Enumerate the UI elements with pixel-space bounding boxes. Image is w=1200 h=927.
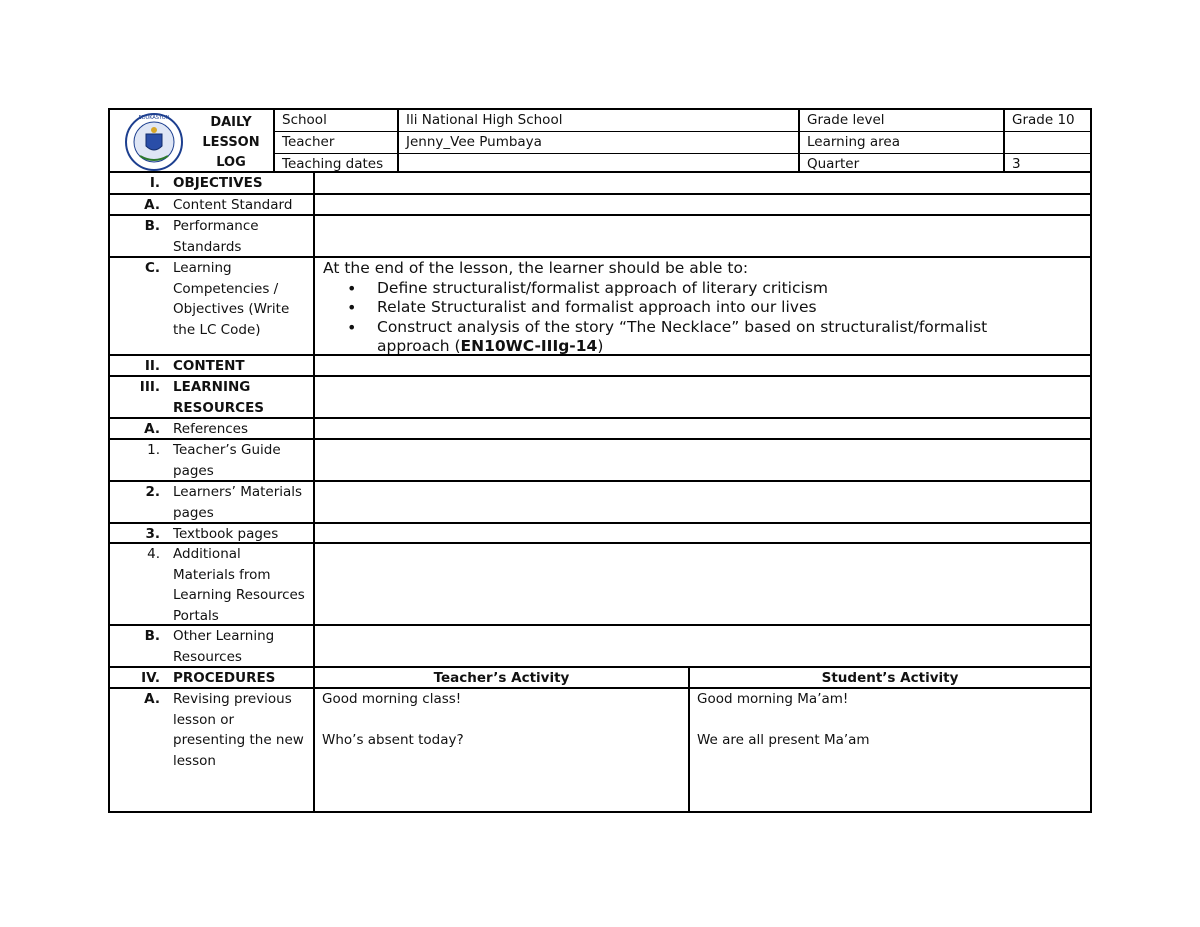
- title-line: LOG: [216, 155, 246, 170]
- row-performance-standards: [108, 216, 1092, 258]
- row-label: Performance Standards: [173, 218, 259, 255]
- header-row-dates: [274, 154, 1090, 175]
- row-number: A.: [144, 691, 160, 707]
- header-block: [108, 108, 1092, 173]
- header-row-teacher: [274, 132, 1090, 154]
- row-label: Learning Competencies / Objectives (Write the LC Code): [173, 260, 290, 338]
- row-label: Textbook pages: [173, 526, 279, 542]
- row-number: B.: [144, 218, 160, 234]
- row-label: Learners’ Materials pages: [173, 484, 303, 521]
- row-content-standard: [108, 195, 1092, 216]
- school-value: Ili National High School: [406, 112, 563, 128]
- row-learners-materials: [108, 482, 1092, 524]
- row-number: II.: [144, 358, 160, 374]
- competencies-list: [323, 279, 1082, 338]
- row-objectives: [108, 173, 1092, 195]
- row-references: [108, 419, 1092, 440]
- row-number: 4.: [147, 546, 160, 562]
- row-label: PROCEDURES: [173, 670, 276, 686]
- row-label: CONTENT: [173, 358, 245, 374]
- lc-code: EN10WC-IIIg-14: [460, 337, 598, 355]
- deped-seal: [118, 112, 190, 172]
- teacher-activity: [322, 689, 464, 751]
- svg-text:EDUKASYON: EDUKASYON: [138, 115, 170, 121]
- teacher-value: Jenny_Vee Pumbaya: [406, 134, 542, 150]
- row-number: 2.: [145, 484, 160, 500]
- competency-continuation: approach (EN10WC-IIIg-14): [377, 337, 604, 355]
- row-number: 1.: [147, 442, 160, 458]
- learning-area-value: [1004, 132, 1092, 153]
- row-label: References: [173, 421, 249, 437]
- student-line: We are all present Ma’am: [697, 732, 870, 748]
- competencies-intro: At the end of the lesson, the learner should be able to:: [323, 259, 749, 277]
- dll-title: [190, 113, 272, 173]
- row-number: I.: [149, 175, 160, 191]
- row-number: A.: [144, 197, 160, 213]
- row-label: Revising previous lesson or presenting the new lesson: [173, 691, 304, 769]
- grade-level-value: Grade 10: [1012, 112, 1075, 128]
- competency-item: • Relate Structuralist and formalist approach into our lives: [377, 298, 1082, 318]
- teacher-activity-heading: Teacher’s Activity: [433, 670, 570, 686]
- row-label: Other Learning Resources: [173, 628, 275, 665]
- quarter-value: 3: [1012, 156, 1021, 172]
- teacher-line: Who’s absent today?: [322, 732, 464, 748]
- row-number: III.: [139, 379, 160, 395]
- competency-item: • Define structuralist/formalist approach of literary criticism: [377, 279, 1082, 299]
- teaching-dates-label: Teaching dates: [282, 156, 384, 172]
- row-label: Content Standard: [173, 197, 293, 213]
- quarter-label: Quarter: [807, 156, 860, 172]
- row-learning-competencies: [108, 258, 1092, 356]
- row-procedures: [108, 668, 1092, 689]
- header-row-school: [274, 110, 1090, 132]
- row-label: OBJECTIVES: [173, 175, 263, 191]
- competencies-content: [323, 259, 1082, 357]
- row-number: 3.: [145, 526, 160, 542]
- row-learning-resources: [108, 377, 1092, 419]
- learning-area-label: Learning area: [807, 134, 901, 150]
- teacher-label: Teacher: [282, 134, 335, 150]
- title-line: LESSON: [202, 135, 260, 150]
- row-label: Teacher’s Guide pages: [173, 442, 281, 479]
- student-activity: [697, 689, 870, 751]
- row-textbook-pages: [108, 524, 1092, 544]
- grade-level-label: Grade level: [807, 112, 885, 128]
- school-label: School: [282, 112, 327, 128]
- competency-item: • Construct analysis of the story “The Necklace” based on structuralist/formalist: [377, 318, 1082, 338]
- teaching-dates-value: [398, 154, 799, 175]
- row-other-resources: [108, 626, 1092, 668]
- seal-icon: [118, 112, 190, 172]
- row-revising-lesson: [108, 689, 1092, 813]
- student-activity-heading: Student’s Activity: [821, 670, 959, 686]
- row-number: IV.: [141, 670, 160, 686]
- row-teachers-guide: [108, 440, 1092, 482]
- row-number: B.: [144, 628, 160, 644]
- row-additional-materials: [108, 544, 1092, 626]
- row-label: LEARNING RESOURCES: [173, 379, 265, 416]
- row-number: C.: [144, 260, 160, 276]
- row-number: A.: [144, 421, 160, 437]
- daily-lesson-log-sheet: [108, 108, 1092, 813]
- title-line: DAILY: [210, 115, 252, 130]
- student-line: Good morning Ma’am!: [697, 691, 849, 707]
- row-label: Additional Materials from Learning Resources Portals: [173, 546, 305, 624]
- row-content: [108, 356, 1092, 377]
- teacher-line: Good morning class!: [322, 691, 462, 707]
